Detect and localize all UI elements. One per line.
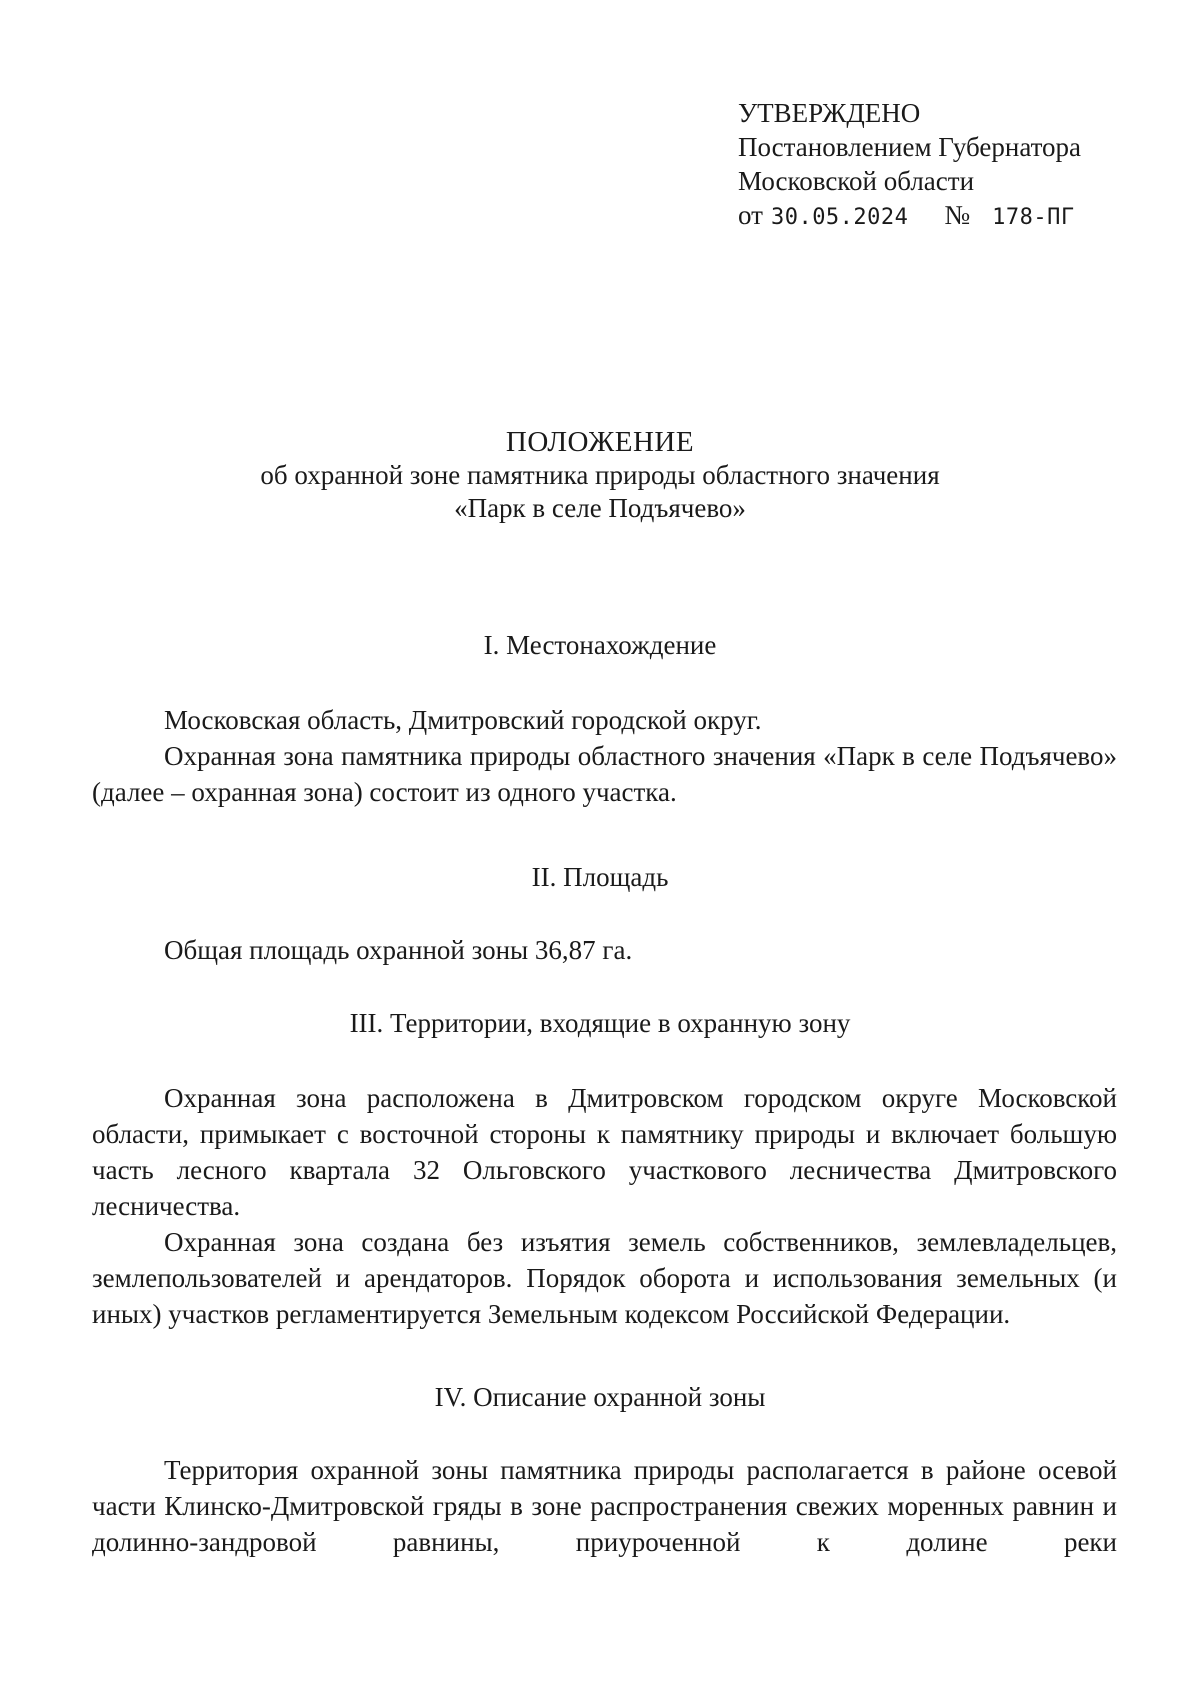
paragraph: Охранная зона создана без изъятия земель собственников, землевладельцев, землепользователей и арендаторов. Порядок оборота и использования земельных (и иных) участков регламентируется Земельным кодексом Российской Федерации.	[92, 1227, 1117, 1329]
paragraph: Охранная зона памятника природы областного значения «Парк в селе Подъячево» (далее – охранная зона) состоит из одного участка.	[92, 741, 1117, 807]
approval-block	[738, 96, 1081, 235]
paragraph: Территория охранной зоны памятника природы располагается в районе осевой части Клинско-Дмитровской гряды в зоне распространения свежих моренных равнин и долинно-зандровой равнины, приуроченной к долине реки	[92, 1455, 1117, 1557]
section-location-body	[92, 702, 1117, 810]
approval-region-line: Московской области	[738, 166, 975, 196]
section-area-body	[92, 932, 1117, 968]
section-heading-location: I. Местонахождение	[483, 630, 717, 660]
approval-by-line: Постановлением Губернатора	[738, 132, 1082, 162]
document-subtitle-line-1: об охранной зоне памятника природы областного значения	[260, 460, 940, 490]
paragraph: Общая площадь охранной зоны 36,87 га.	[164, 935, 633, 965]
approval-heading: УТВЕРЖДЕНО	[738, 98, 921, 128]
section-territories-body	[92, 1080, 1117, 1332]
number-sign: №	[944, 200, 971, 230]
document-title-block	[0, 426, 1200, 525]
paragraph: Охранная зона расположена в Дмитровском городском округе Московской области, примыкает с восточной стороны к памятнику природы и включает большую часть лесного квартала 32 Ольговского участкового лесничества Дмитровского лесничества.	[92, 1083, 1117, 1221]
document-title: ПОЛОЖЕНИЕ	[505, 426, 695, 458]
approval-number: 178-ПГ	[992, 205, 1075, 230]
date-prefix: от	[738, 200, 763, 230]
approval-date: 30.05.2024	[770, 205, 909, 230]
section-heading-territories: III. Территории, входящие в охранную зону	[349, 1008, 851, 1038]
approval-date-line	[738, 198, 1081, 235]
document-subtitle-line-2: «Парк в селе Подъячево»	[454, 493, 746, 523]
section-heading-description: IV. Описание охранной зоны	[434, 1382, 766, 1412]
section-description-body	[92, 1452, 1117, 1560]
paragraph: Московская область, Дмитровский городской округ.	[164, 705, 762, 735]
section-heading-area: II. Площадь	[531, 862, 669, 892]
